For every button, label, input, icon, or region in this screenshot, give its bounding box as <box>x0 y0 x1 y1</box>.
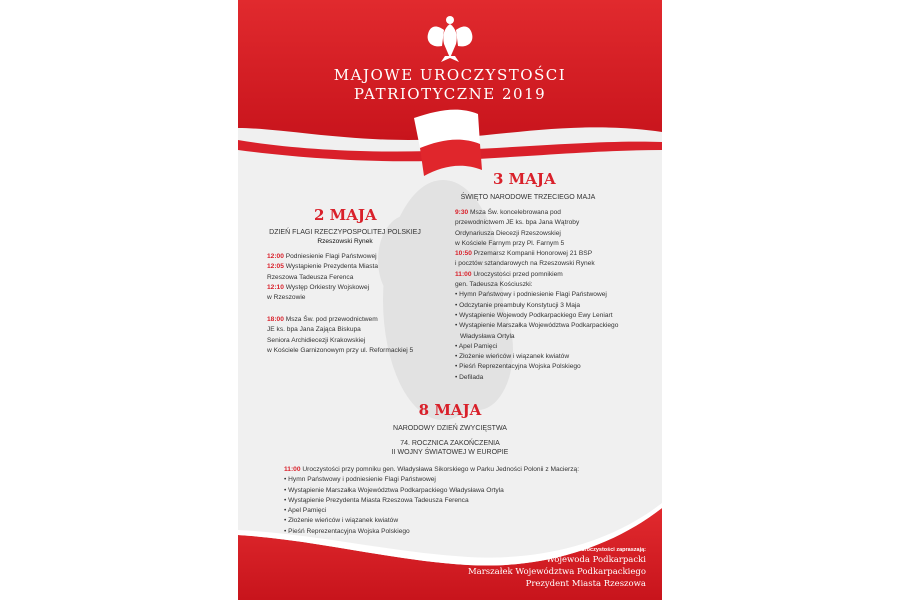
event-text: Seniora Archidiecezji Krakowskiej <box>267 336 366 344</box>
day8-anniversary <box>238 439 662 457</box>
day8-events <box>284 465 654 537</box>
day2-place: Rzeszowski Rynek <box>317 238 373 245</box>
event-time: 11:00 <box>455 270 472 278</box>
event-time: 11:00 <box>284 466 301 473</box>
event-text: przewodnictwem JE ks. bpa Jana Wątroby <box>455 219 580 227</box>
footer-invite: Na uroczystości zapraszają: <box>572 547 646 553</box>
list-item: • Wystąpienie Prezydenta Miasta Rzeszowa Tadeusza Ferenca <box>284 496 469 504</box>
event-text: w Kościele Garnizonowym przy ul. Reformackiej 5 <box>267 346 414 354</box>
event-text: w Kościele Farnym przy Pl. Farnym 5 <box>455 239 565 247</box>
event-text: i pocztów sztandarowych na Rzeszowski Rynek <box>455 260 595 268</box>
footer <box>386 546 646 590</box>
day2-evening-event <box>267 315 452 356</box>
poster <box>238 0 662 600</box>
day8-bullets <box>284 475 654 537</box>
day3-heading: 3 MAJA <box>493 170 556 188</box>
event-text: gen. Tadeusza Kościuszki: <box>455 281 533 289</box>
footer-line-2: Marszałek Województwa Podkarpackiego <box>467 567 646 577</box>
list-item: • Wystąpienie Marszałka Województwa Podkarpackiego <box>455 322 619 330</box>
day3-event <box>455 249 660 270</box>
title-line-2: PATRIOTYCZNE 2019 <box>353 85 547 103</box>
event-text: Msza Św. koncelebrowana pod <box>470 209 561 216</box>
list-item: • Pieśń Reprezentacyjna Wojska Polskiego <box>455 363 581 371</box>
event-time: 12:05 <box>267 263 284 271</box>
day3-subtitle: ŚWIĘTO NARODOWE TRZECIEGO MAJA <box>460 194 596 201</box>
event-text: Wystąpienie Prezydenta Miasta <box>285 263 379 271</box>
event-text: Przemarsz Kompanii Honorowej 21 BSP <box>473 250 593 258</box>
event-time: 10:50 <box>455 250 472 258</box>
event-text: Występ Orkiestry Wojskowej <box>285 283 370 291</box>
list-item: • Odczytanie preambuły Konstytucji 3 Maja <box>455 301 581 309</box>
day2-event <box>267 262 452 283</box>
list-item: Władysława Ortyla <box>460 332 515 340</box>
event-text: Rzeszowa Tadeusza Ferenca <box>267 273 354 281</box>
event-text: Msza Św. pod przewodnictwem <box>285 316 378 323</box>
list-item: • Złożenie wieńców i wiązanek kwiatów <box>284 517 399 525</box>
list-item: • Pieśń Reprezentacyjna Wojska Polskiego <box>284 527 410 535</box>
day2-events <box>267 252 452 303</box>
list-item: • Hymn Państwowy i podniesienie Flagi Państwowej <box>455 291 607 299</box>
event-time: 9:30 <box>455 209 469 216</box>
list-item: • Hymn Państwowy i podniesienie Flagi Państwowej <box>284 476 436 484</box>
polish-flag-icon <box>414 110 482 176</box>
event-time: 12:00 <box>267 253 284 260</box>
day2-event <box>267 252 452 262</box>
list-item: • Złożenie wieńców i wiązanek kwiatów <box>455 353 570 361</box>
day3-events <box>455 208 660 383</box>
day2-event <box>267 283 452 304</box>
day3-event <box>455 208 660 249</box>
day3-event <box>455 270 660 291</box>
event-time: 12:10 <box>267 283 284 291</box>
anniversary-line-2: II WOJNY ŚWIATOWEJ W EUROPIE <box>391 449 509 456</box>
list-item: • Wystąpienie Wojewody Podkarpackiego Ewy Leniart <box>455 311 613 319</box>
event-text: Uroczystości przy pomniku gen. Władysława Sikorskiego w Parku Jedności Polonii z Macierzą: <box>302 466 580 473</box>
title-line-1: MAJOWE UROCZYSTOŚCI <box>333 66 567 84</box>
event-text: w Rzeszowie <box>267 294 306 302</box>
footer-line-3: Prezydent Miasta Rzeszowa <box>525 579 646 589</box>
list-item: • Apel Pamięci <box>455 342 498 350</box>
list-item: • Defilada <box>455 373 484 381</box>
day2-heading: 2 MAJA <box>314 206 377 224</box>
poster-title <box>238 66 662 104</box>
list-item: • Apel Pamięci <box>284 507 327 515</box>
anniversary-line-1: 74. ROCZNICA ZAKOŃCZENIA <box>400 440 500 447</box>
event-text: JE ks. bpa Jana Zająca Biskupa <box>267 326 361 334</box>
list-item: • Wystąpienie Marszałka Województwa Podkarpackiego Władysława Ortyla <box>284 486 504 494</box>
day8-heading: 8 MAJA <box>418 401 482 419</box>
day2-subtitle: DZIEŃ FLAGI RZECZYPOSPOLITEJ POLSKIEJ <box>269 229 421 236</box>
footer-line-1: Wojewoda Podkarpacki <box>546 555 646 565</box>
event-text: Ordynariusza Diecezji Rzeszowskiej <box>455 229 561 237</box>
day8-subtitle: NARODOWY DZIEŃ ZWYCIĘSTWA <box>393 425 507 432</box>
event-time: 18:00 <box>267 316 284 323</box>
event-text: Uroczystości przed pomnikiem <box>473 270 563 278</box>
event-text: Podniesienie Flagi Państwowej <box>285 253 377 260</box>
day3-bullets <box>455 290 660 383</box>
